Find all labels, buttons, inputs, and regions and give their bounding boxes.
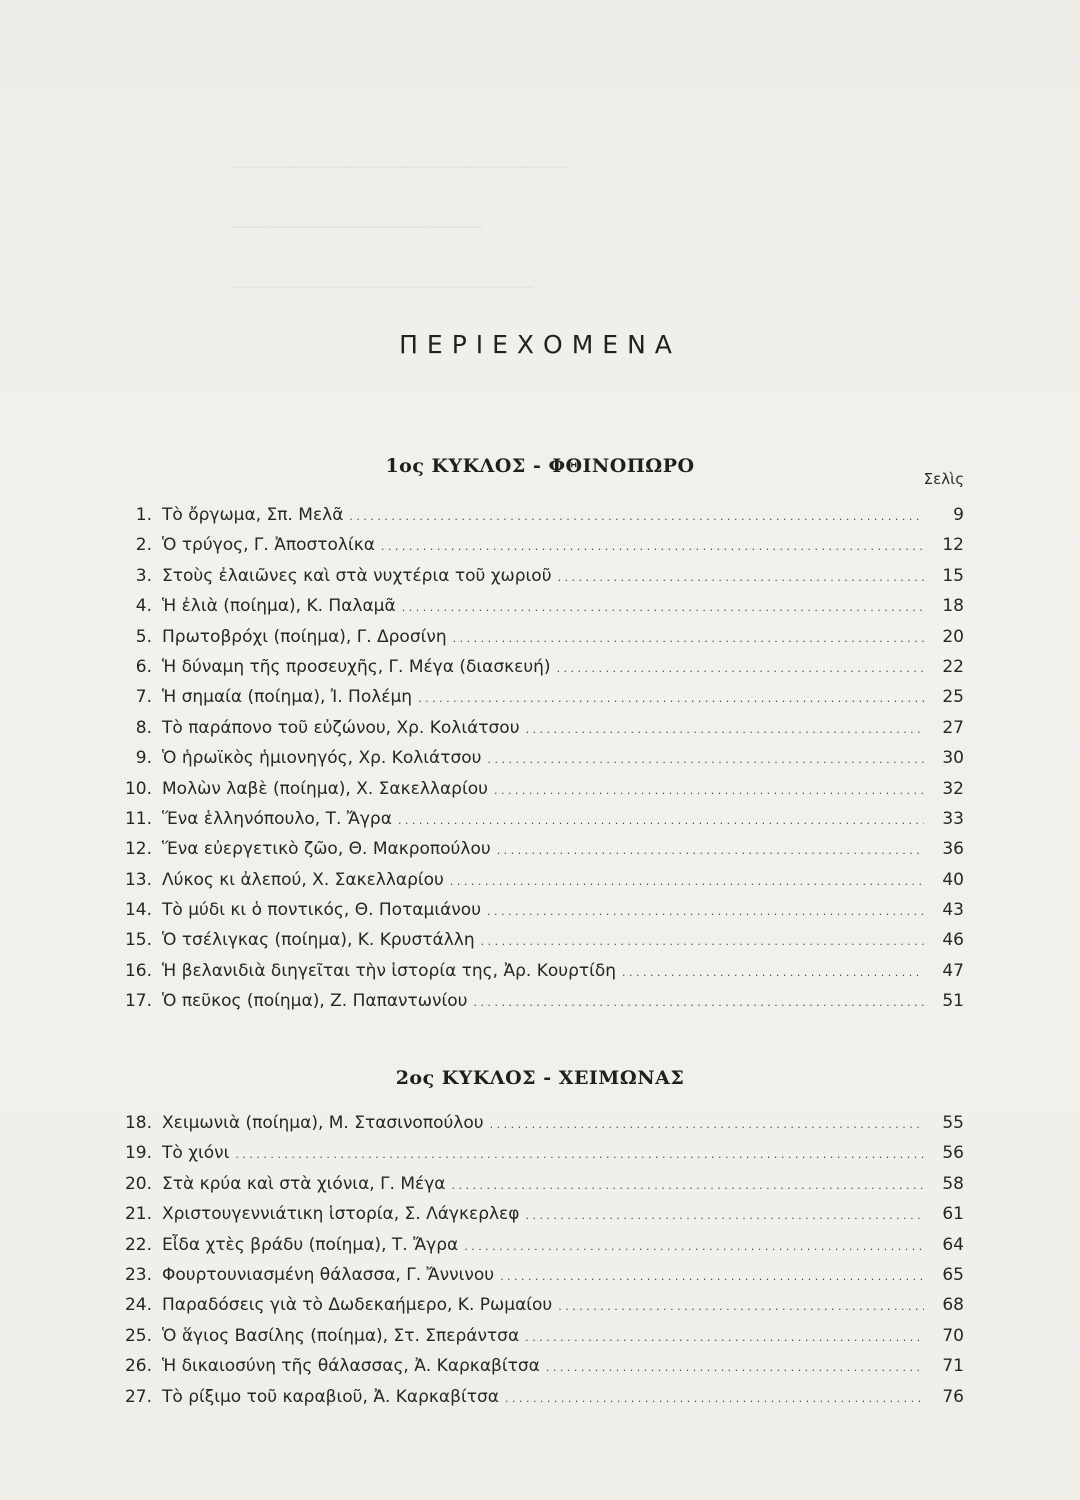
section-heading-winter: 2ος ΚΥΚΛΟΣ - ΧΕΙΜΩΝΑΣ [395,1067,685,1089]
toc-entry [108,839,964,869]
toc-entry-title: Ἡ ἐλιὰ (ποίημα), Κ. Παλαμᾶ [162,596,396,617]
toc-entry-page: 71 [942,1356,964,1377]
dot-leader [450,870,924,890]
toc-entry-title: Πρωτοβρόχι (ποίημα), Γ. Δροσίνη [162,626,447,647]
toc-entry-number: 18. [124,1113,152,1133]
toc-entry [108,809,964,839]
toc-entry-number: 10. [124,778,152,799]
dot-leader [525,1204,924,1224]
toc-entry [108,900,964,930]
dot-leader [451,1174,924,1194]
toc-entry-page: 68 [942,1295,964,1316]
toc-entry-title: Στοὺς ἐλαιῶνες καὶ στὰ νυχτέρια τοῦ χωριοῦ [162,565,552,586]
dot-leader [402,596,924,616]
dot-leader [490,1113,924,1133]
dot-leader [473,991,924,1011]
toc-entry-number: 23. [124,1264,152,1285]
toc-entry-title: Στὰ κρύα καὶ στὰ χιόνια, Γ. Μέγα [162,1173,446,1194]
toc-entry-number: 25. [124,1325,152,1346]
toc-entry [108,961,964,991]
dot-leader [349,505,924,525]
toc-entry-page: 25 [942,687,964,708]
toc-entry-number: 3. [135,565,152,586]
toc-entry-number: 2. [135,535,152,556]
toc-entry-page: 76 [942,1386,964,1407]
toc-entry [108,505,964,535]
dot-leader [500,1265,924,1285]
dot-leader [622,961,924,981]
toc-entry-page: 22 [942,656,964,677]
toc-entry-page: 33 [942,808,964,829]
toc-entry-title: Τὸ παράπονο τοῦ εὐζώνου, Χρ. Κολιάτσου [162,717,520,738]
toc-entry-page: 55 [942,1113,964,1133]
toc-entry-page: 56 [942,1143,964,1164]
dot-leader [235,1143,924,1163]
toc-entry-number: 27. [124,1386,152,1407]
toc-entry [108,1113,964,1143]
toc-entry-page: 43 [942,900,964,921]
show-through-line: ──────────────────────────────────────── [230,160,568,176]
toc-entry-title: Τὸ χιόνι [162,1143,230,1164]
toc-entry-title: Χριστουγεννιάτικη ἱστορία, Σ. Λάγκερλεφ [162,1204,520,1225]
toc-entry [108,718,964,748]
dot-leader [464,1235,924,1255]
toc-entry [108,1295,964,1325]
toc-entry-title: Ἡ σημαία (ποίημα), Ἰ. Πολέμη [162,687,413,708]
toc-entry-title: Τὸ ὄργωμα, Σπ. Μελᾶ [162,505,344,525]
toc-entry-page: 70 [942,1325,964,1346]
toc-entry-title: Παραδόσεις γιὰ τὸ Δωδεκαήμερο, Κ. Ρωμαίου [162,1295,553,1316]
toc-entry-number: 14. [124,900,152,921]
dot-leader [481,930,924,950]
toc-entry-page: 15 [942,565,964,586]
dot-leader [525,1326,924,1346]
toc-entry [108,687,964,717]
toc-entry-number: 11. [124,808,152,829]
toc-entry [108,1204,964,1234]
toc-entry-title: Τὸ ρίξιμο τοῦ καραβιοῦ, Ἀ. Καρκαβίτσα [162,1386,499,1407]
toc-entry-number: 20. [124,1173,152,1194]
toc-entry-page: 36 [942,839,964,860]
dot-leader [557,657,924,677]
toc-entry-page: 20 [942,626,964,647]
toc-entry [108,535,964,565]
toc-entry [108,870,964,900]
toc-entry-number: 7. [135,687,152,708]
toc-entry [108,1326,964,1356]
toc-entry-title: Τὸ μύδι κι ὁ ποντικός, Θ. Ποταμιάνου [162,900,482,921]
toc-entry-number: 17. [124,991,152,1012]
toc-entry-page: 27 [942,717,964,738]
dot-leader [494,779,924,799]
toc-entry-number: 5. [135,626,152,647]
dot-leader [558,1295,924,1315]
toc-entry-page: 47 [942,960,964,981]
toc-entry [108,596,964,626]
toc-entry-number: 6. [135,656,152,677]
toc-entry-page: 40 [942,869,964,890]
toc-entry [108,1143,964,1173]
page-column-label: Σελὶς [923,470,964,488]
dot-leader [453,627,924,647]
dot-leader [505,1387,924,1407]
toc-entry-number: 9. [135,748,152,769]
toc-entry-number: 19. [124,1143,152,1164]
toc-entry-title: Μολὼν λαβὲ (ποίημα), Χ. Σακελλαρίου [162,778,488,799]
toc-entry-number: 4. [135,596,152,617]
toc-entry-title: Ἡ δικαιοσύνη τῆς θάλασσας, Ἀ. Καρκαβίτσα [162,1356,540,1377]
toc-entry [108,627,964,657]
toc-entry-page: 51 [942,991,964,1012]
toc-entry-title: Ἕνα ἑλληνόπουλο, Τ. Ἄγρα [162,808,392,829]
dot-leader [418,687,924,707]
toc-entry-number: 22. [124,1234,152,1255]
toc-entry-page: 61 [942,1204,964,1225]
toc-entry-page: 46 [942,930,964,951]
toc-entry-number: 8. [135,717,152,738]
page-title: ΠΕΡΙΕΧΟΜΕΝΑ [399,330,681,359]
toc-entry [108,779,964,809]
toc-entry-number: 12. [124,839,152,860]
toc-entry-title: Ἡ δύναμη τῆς προσευχῆς, Γ. Μέγα (διασκευή) [162,656,551,677]
toc-entry-number: 16. [124,960,152,981]
toc-entry-title: Ὁ ἡρωϊκὸς ἡμιονηγός, Χρ. Κολιάτσου [162,748,482,769]
toc-entry [108,1387,964,1417]
toc-entry [108,657,964,687]
toc-entry-number: 15. [124,930,152,951]
toc-entry-page: 65 [942,1264,964,1285]
toc-entry-title: Χειμωνιὰ (ποίημα), Μ. Στασινοπούλου [162,1113,484,1133]
toc-entry-page: 58 [942,1173,964,1194]
toc-entry [108,748,964,778]
toc-entry-number: 24. [124,1295,152,1316]
toc-entry-page: 32 [942,778,964,799]
toc-entry-page: 64 [942,1234,964,1255]
toc-entry [108,1235,964,1265]
dot-leader [398,809,924,829]
toc-entry-title: Ἕνα εὐεργετικὸ ζῶο, Θ. Μακροπούλου [162,839,491,860]
toc-list-winter [108,1113,964,1417]
dot-leader [488,748,925,768]
toc-entry-title: Ἡ βελανιδιὰ διηγεῖται τὴν ἱστορία της, Ἀρ. Κουρτίδη [162,960,617,981]
toc-entry [108,991,964,1021]
toc-entry-title: Ὁ πεῦκος (ποίημα), Ζ. Παπαντωνίου [162,991,468,1012]
toc-entry [108,566,964,596]
toc-list-autumn [108,505,964,1022]
dot-leader [526,718,924,738]
show-through-line: ────────────────────────────── [230,220,483,236]
toc-entry-title: Ὁ τσέλιγκας (ποίημα), Κ. Κρυστάλλη [162,930,475,951]
toc-entry-number: 26. [124,1356,152,1377]
dot-leader [487,900,924,920]
toc-entry [108,930,964,960]
toc-entry [108,1265,964,1295]
toc-entry-title: Λύκος κι ἀλεπού, Χ. Σακελλαρίου [162,869,444,890]
toc-entry-title: Ὁ ἅγιος Βασίλης (ποίημα), Στ. Σπεράντσα [162,1325,520,1346]
toc-entry-page: 30 [942,748,964,769]
toc-entry-page: 12 [942,535,964,556]
dot-leader [558,566,924,586]
toc-entry [108,1174,964,1204]
toc-entry [108,1356,964,1386]
toc-entry-number: 13. [124,869,152,890]
toc-entry-title: Ὁ τρύγος, Γ. Ἀποστολίκα [162,535,375,556]
dot-leader [497,839,924,859]
toc-entry-title: Φουρτουνιασμένη θάλασσα, Γ. Ἄννινου [162,1264,495,1285]
dot-leader [546,1356,924,1376]
toc-entry-number: 1. [135,505,152,525]
dot-leader [381,535,924,555]
show-through-line: ──────────────────────────────────── [230,280,534,296]
toc-entry-page: 9 [953,505,964,525]
section-heading-autumn: 1ος ΚΥΚΛΟΣ - ΦΘΙΝΟΠΩΡΟ [385,455,695,477]
toc-entry-number: 21. [124,1204,152,1225]
toc-entry-title: Εἶδα χτὲς βράδυ (ποίημα), Τ. Ἄγρα [162,1234,459,1255]
toc-entry-page: 18 [942,596,964,617]
